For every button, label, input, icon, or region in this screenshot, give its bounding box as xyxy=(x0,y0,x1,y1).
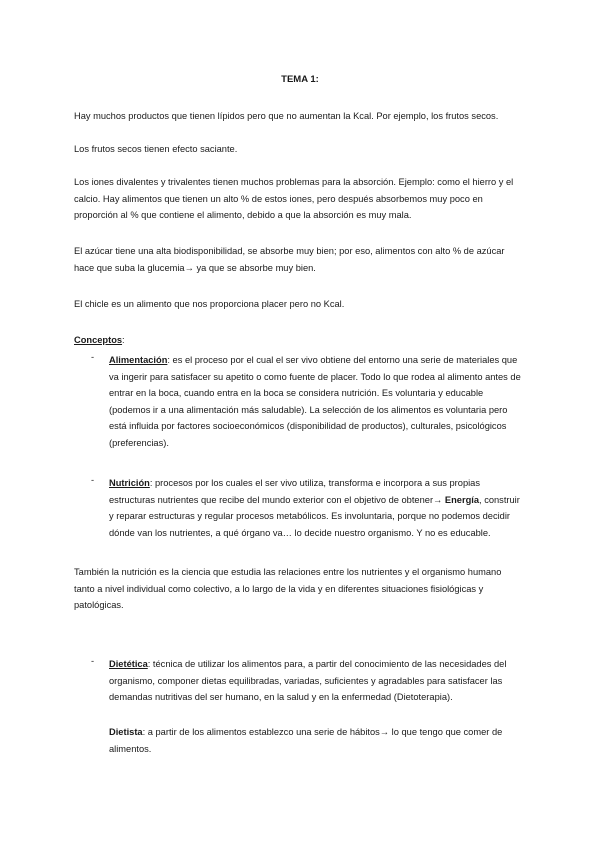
page-title: TEMA 1: xyxy=(281,74,319,85)
paragraph-frutos-secos: Los frutos secos tienen efecto saciante. xyxy=(74,144,238,154)
concept-nutricion xyxy=(109,475,525,541)
term-alimentacion: Alimentación xyxy=(109,355,168,365)
term-dietetica: Dietética xyxy=(109,659,148,669)
dietetica-text: : técnica de utilizar los alimentos para, a partir del conocimiento de las necesidades del organismo, componer dietas equilibradas, variadas, suficientes y agradables para satisfacer las demandas nutritivas del ser humano, en la salud y en la enfermedad (Dietoterapia). xyxy=(109,659,507,702)
paragraph-nutricion-ciencia: También la nutrición es la ciencia que estudia las relaciones entre los nutrientes y el organismo humano tanto a nivel individual como colectivo, a lo largo de la vida y en diferentes situaciones fisiológicas y patológicas. xyxy=(74,567,502,610)
concept-dietetica xyxy=(109,656,525,706)
nutricion-text-b: , construir y reparar estructuras y regular procesos metabólicos. Es involuntaria, porque no podemos decidir dónde van los nutrientes, a qué órgano va… lo decide nuestro organismo. Y no es educable. xyxy=(109,494,520,538)
concept-dietista xyxy=(109,724,525,757)
paragraph-lipidos: Hay muchos productos que tienen lípidos pero que no aumentan la Kcal. Por ejemplo, los frutos secos. xyxy=(74,111,499,121)
paragraph-chicle: El chicle es un alimento que nos proporciona placer pero no Kcal. xyxy=(74,299,345,309)
conceptos-heading: Conceptos xyxy=(74,335,123,345)
conceptos-heading-colon: : xyxy=(122,335,125,345)
nutricion-energia: Energía xyxy=(444,494,480,505)
term-dietista: Dietista xyxy=(109,727,143,737)
concept-alimentacion xyxy=(109,352,525,451)
conceptos-heading-line xyxy=(74,332,524,349)
alimentacion-text-b: . Todo lo que rodea al alimento antes de entrar en la boca, cuando entra en la boca se considera nutrición. Es voluntaria y educable (podemos ir a una alimentación más saludable). La selección de los alimentos es voluntaria pero está influida por factores socioeconómicos (disponibilidad de productos), culturales, psicológicos (preferencias). xyxy=(109,371,521,448)
bullet-nutricion: - xyxy=(91,475,95,485)
alimentacion-text-a: : es el proceso por el cual el ser vivo obtiene del entorno una serie de materiales que va ingerir para satisfacer su apetito o como fuente de placer xyxy=(109,355,518,382)
dietista-text: : a partir de los alimentos establezco una serie de hábitos→ lo que tengo que comer de alimentos. xyxy=(109,727,503,754)
paragraph-azucar: El azúcar tiene una alta biodisponibilidad, se absorbe muy bien; por eso, alimentos con alto % de azúcar hace que suba la glucemia→ ya que se absorbe muy bien. xyxy=(74,246,505,273)
bullet-dietetica: - xyxy=(91,656,95,666)
paragraph-iones: Los iones divalentes y trivalentes tienen muchos problemas para la absorción. Ejemplo: como el hierro y el calcio. Hay alimentos que tienen un alto % de estos iones, pero después absorbemos muy poco en proporción al % que contiene el alimento, debido a que la absorción es muy mala. xyxy=(74,177,514,220)
bullet-alimentacion: - xyxy=(91,352,95,362)
nutricion-text-a: : procesos por los cuales el ser vivo utiliza, transforma e incorpora a sus propias estructuras nutrientes que recibe del mundo exterior con el objetivo de obtener→ xyxy=(109,478,481,505)
term-nutricion: Nutrición xyxy=(109,478,150,488)
